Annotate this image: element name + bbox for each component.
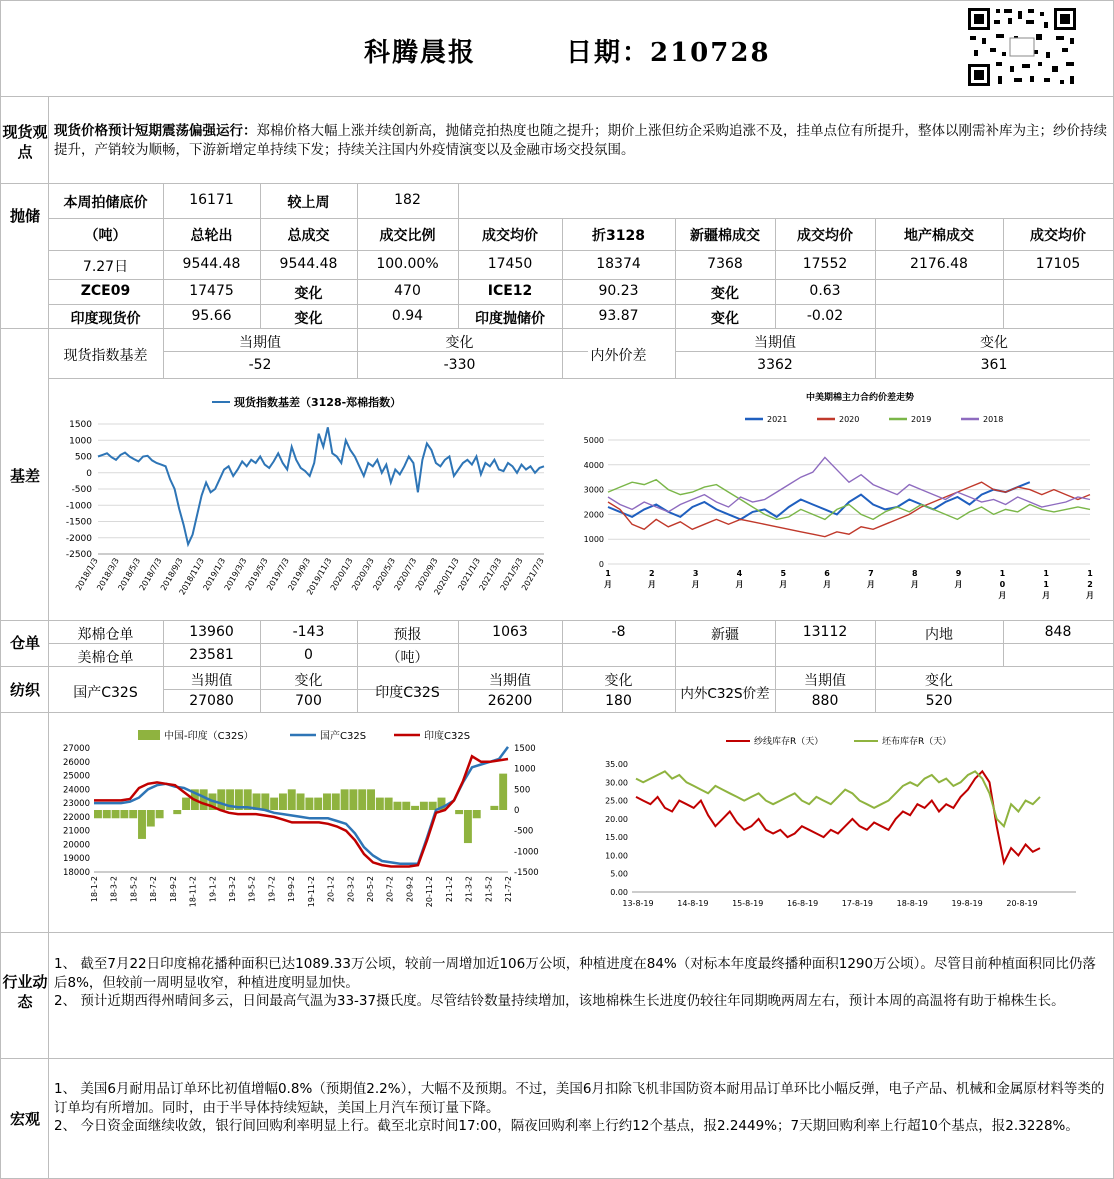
spread-bar	[112, 810, 120, 818]
basis-chg-label-a: 变化	[445, 335, 474, 351]
report-title: 科腾晨报	[364, 38, 477, 68]
x-tick-label: 4 月	[735, 569, 744, 589]
y-tick-label: 30.00	[605, 778, 628, 788]
section-warehouse: 仓单	[9, 634, 40, 652]
x-tick-label: 19-9-2	[287, 876, 297, 903]
legend-label: 坯布库存R（天）	[882, 737, 952, 747]
basis-delta-b: 361	[980, 357, 1008, 373]
y2-tick-label: 0	[514, 806, 520, 816]
spread-bar	[393, 802, 401, 810]
auction-h-local-avg: 成交均价	[1030, 228, 1086, 244]
legend-swatch	[138, 730, 160, 740]
x-tick-label: 1 0 月	[998, 569, 1007, 600]
legend-label: 2020	[839, 415, 860, 424]
x-tick-label: 18-3-2	[109, 876, 119, 903]
x-tick-label: 2020/3/3	[350, 556, 376, 593]
zce09-label: ZCE09	[80, 283, 131, 299]
x-tick-label: 2021/5/3	[498, 556, 525, 593]
domestic-c32s-label: 国产C32S	[73, 685, 138, 701]
auction-ratio: 100.00%	[376, 256, 439, 272]
auction-h-avg: 成交均价	[482, 228, 538, 244]
y-tick-label: 500	[74, 452, 92, 463]
legend-label: 国产C32S	[320, 731, 367, 742]
x-tick-label: 2021/7/3	[519, 556, 546, 593]
zce-warrant-change: -143	[292, 624, 325, 640]
spread-bar	[129, 810, 137, 818]
qr-code-icon	[966, 6, 1078, 88]
y-tick-label: 1000	[583, 535, 604, 545]
spread-bar	[323, 793, 331, 810]
x-tick-label: 2019/11/3	[305, 556, 334, 597]
series-line	[98, 427, 544, 544]
report-date: 日期：210728	[566, 38, 771, 68]
auction-h-3128: 折3128	[592, 228, 645, 244]
ice12-change: 0.63	[809, 283, 841, 299]
x-tick-label: 15-8-19	[732, 899, 764, 908]
auction-local-avg: 17105	[1035, 256, 1081, 272]
yarn-fabric-inventory-chart	[596, 722, 1082, 930]
x-tick-label: 1 2 月	[1086, 569, 1094, 600]
basis-delta-a: -330	[443, 357, 476, 373]
x-tick-label: 21-7-2	[504, 876, 513, 903]
section-industry: 行业动态	[2, 973, 48, 1011]
spread-bar	[279, 793, 287, 810]
spread-bar	[499, 774, 507, 810]
x-tick-label: 19-11-2	[306, 876, 316, 908]
y-tick-label: -500	[71, 485, 92, 495]
spread-bar	[402, 802, 410, 810]
x-tick-label: 18-11-2	[188, 876, 198, 908]
india-spot-value: 95.66	[191, 308, 232, 324]
x-tick-label: 18-1-2	[90, 876, 99, 903]
y-tick-label: 20.00	[605, 814, 628, 824]
section-basis: 基差	[9, 467, 40, 485]
x-tick-label: 1 1 月	[1042, 569, 1051, 600]
x-tick-label: 2020/7/3	[392, 556, 419, 593]
auction-vs-last-value: 182	[394, 192, 421, 208]
x-tick-label: 2019/1/3	[201, 556, 228, 593]
x-tick-label: 2018/9/3	[158, 556, 185, 593]
section-macro: 宏观	[9, 1110, 40, 1128]
y-tick-label: 19000	[62, 854, 90, 865]
y2-tick-label: -1000	[514, 847, 539, 858]
c32s-price-chart	[52, 718, 552, 930]
x-tick-label: 18-7-2	[149, 876, 159, 903]
spread-bar	[473, 810, 481, 818]
series-line	[608, 480, 1090, 520]
x-tick-label: 18-5-2	[129, 876, 139, 903]
x-tick-label: 21-1-2	[444, 876, 454, 903]
y-tick-label: 21000	[62, 826, 90, 837]
x-tick-label: 13-8-19	[622, 899, 654, 908]
y-tick-label: 3000	[583, 485, 604, 495]
y2-tick-label: -500	[514, 826, 534, 837]
india-c32s-change: 180	[605, 693, 632, 709]
spread-bar	[349, 789, 357, 810]
legend-label: 中国-印度（C32S）	[164, 731, 254, 742]
spread-cur-label: 当期值	[804, 673, 846, 689]
zce09-change-label: 变化	[294, 286, 323, 302]
y-tick-label: 1000	[69, 436, 92, 447]
x-tick-label: 19-5-2	[247, 876, 257, 903]
x-tick-label: 2020/5/3	[371, 556, 398, 593]
series-line	[636, 771, 1040, 862]
x-tick-label: 20-9-2	[405, 876, 415, 903]
auction-h-total-deal: 总成交	[287, 228, 330, 244]
y-tick-label: 4000	[583, 460, 604, 470]
spread-bar	[420, 802, 428, 810]
forecast-label: 预报	[393, 627, 422, 643]
x-tick-label: 7 月	[866, 569, 875, 589]
auction-avg: 17450	[487, 256, 533, 272]
auction-unit: （吨）	[84, 228, 127, 244]
auction-h-xj-avg: 成交均价	[797, 228, 853, 244]
basis-cur-label-b: 当期值	[754, 335, 796, 351]
y-tick-label: 1500	[69, 420, 92, 430]
spread-bar	[261, 793, 269, 810]
y-tick-label: 25000	[62, 771, 90, 782]
y-tick-label: 0	[598, 560, 604, 569]
auction-floor-label: 本周拍储底价	[63, 195, 148, 211]
inland-value: 848	[1044, 624, 1072, 640]
basis-chg-label-b: 变化	[980, 335, 1008, 351]
india-c32s-value: 26200	[487, 693, 533, 709]
domestic-c32s-value: 27080	[189, 693, 234, 709]
x-tick-label: 2019/7/3	[265, 556, 291, 593]
x-tick-label: 20-3-2	[346, 876, 356, 903]
x-tick-label: 2021/1/3	[456, 556, 483, 593]
spread-bar	[200, 789, 208, 810]
spread-bar	[455, 810, 463, 814]
y-tick-label: 35.00	[605, 760, 628, 769]
x-tick-label: 20-5-2	[366, 876, 375, 903]
x-tick-label: 9 月	[954, 569, 963, 589]
x-tick-label: 2018/7/3	[137, 556, 164, 593]
auction-local: 2176.48	[910, 256, 968, 272]
spread-bar	[376, 798, 384, 810]
inland-label: 内地	[925, 627, 953, 643]
auction-total-deal: 9544.48	[279, 256, 338, 272]
x-tick-label: 16-8-19	[786, 899, 819, 908]
macro-list	[54, 1080, 1108, 1136]
spread-bar	[305, 798, 313, 810]
x-tick-label: 3 月	[691, 569, 700, 589]
zce09-value: 17475	[189, 283, 234, 299]
x-tick-label: 8 月	[910, 569, 919, 589]
india-reserve-change-label: 变化	[711, 311, 739, 327]
y-tick-label: -2500	[65, 550, 92, 560]
spot-view-text	[54, 122, 1108, 159]
india-reserve-value: 93.87	[598, 308, 639, 324]
x-tick-label: 2019/9/3	[286, 556, 313, 593]
y-tick-label: 24000	[62, 785, 90, 796]
x-tick-label: 2020/9/3	[413, 556, 440, 593]
y-tick-label: 5.00	[610, 869, 628, 879]
section-spot: 现货观点	[2, 123, 48, 161]
spread-chg-label: 变化	[925, 673, 953, 689]
xinjiang-value: 13112	[802, 624, 848, 640]
ice12-label: ICE12	[487, 283, 533, 299]
xinjiang-label: 新疆	[711, 627, 739, 643]
y-tick-label: 18000	[62, 868, 90, 878]
x-tick-label: 2020/11/3	[432, 556, 461, 597]
spread-bar	[147, 810, 155, 827]
legend-label: 2021	[767, 415, 788, 424]
us-warrant-value: 23581	[189, 647, 234, 663]
spread-bar	[490, 806, 498, 810]
x-tick-label: 20-11-2	[425, 876, 435, 908]
x-tick-label: 2019/5/3	[243, 556, 270, 593]
chart1-title: 现货指数基差（3128-郑棉指数）	[234, 396, 402, 409]
legend-label: 2019	[911, 415, 932, 424]
x-tick-label: 19-3-2	[228, 876, 237, 903]
auction-h-total-out: 总轮出	[190, 228, 233, 244]
x-tick-label: 21-5-2	[484, 876, 494, 903]
x-tick-label: 2018/1/3	[73, 556, 100, 593]
y-tick-label: 27000	[62, 744, 90, 754]
zce-warrant-label: 郑棉仓单	[77, 627, 134, 643]
y2-tick-label: 500	[514, 785, 531, 796]
forecast-unit: （吨）	[386, 650, 429, 666]
spread-c32s-value: 880	[811, 693, 839, 709]
spread-bar	[120, 810, 128, 818]
basis-label-b: 内外价差	[590, 348, 647, 364]
y-tick-label: 25.00	[605, 796, 628, 806]
spread-bar	[411, 806, 419, 810]
x-tick-label: 2018/11/3	[177, 556, 206, 597]
basis-index-chart	[52, 382, 552, 618]
spread-bar	[270, 798, 278, 810]
y-tick-label: 0.00	[610, 888, 628, 897]
legend-label: 纱线库存R（天）	[754, 737, 824, 747]
cn-us-futures-spread-chart	[570, 382, 1100, 618]
y-tick-label: 10.00	[605, 851, 628, 861]
y-tick-label: 5000	[583, 436, 604, 445]
spread-bar	[332, 793, 340, 810]
y-tick-label: -1000	[65, 501, 92, 512]
auction-3128: 18374	[596, 256, 641, 272]
india-spot-label: 印度现货价	[70, 311, 141, 327]
spread-bar	[182, 798, 190, 810]
spread-bar	[94, 810, 102, 818]
x-tick-label: 19-1-2	[208, 876, 218, 903]
y-tick-label: 15.00	[605, 833, 628, 843]
spread-bar	[138, 810, 146, 839]
spread-bar	[297, 793, 305, 810]
auction-h-ratio: 成交比例	[379, 228, 436, 244]
y-tick-label: 0	[86, 468, 92, 479]
domestic-c32s-change: 700	[295, 693, 322, 709]
zce09-change: 470	[394, 283, 421, 299]
y-tick-label: 2000	[583, 510, 604, 520]
series-line	[636, 771, 1040, 826]
y-tick-label: 20000	[62, 840, 90, 851]
ice12-value: 90.23	[598, 283, 639, 299]
auction-vs-last-label: 较上周	[287, 195, 330, 211]
basis-value-a: -52	[248, 357, 272, 373]
x-tick-label: 20-8-19	[1006, 899, 1038, 908]
spread-bar	[314, 798, 322, 810]
auction-xj: 7368	[707, 256, 743, 272]
spread-bar	[358, 789, 366, 810]
spread-bar	[367, 789, 375, 810]
x-tick-label: 21-3-2	[464, 876, 474, 903]
india-spot-change-label: 变化	[294, 311, 323, 327]
section-auction: 抛储	[9, 207, 40, 225]
india-cur-label: 当期值	[489, 673, 531, 689]
y2-tick-label: 1000	[514, 764, 536, 775]
y2-tick-label: -1500	[514, 868, 539, 878]
spread-bar	[341, 789, 349, 810]
y-tick-label: 23000	[62, 799, 90, 810]
us-warrant-change: 0	[304, 647, 313, 663]
auction-xj-avg: 17552	[802, 256, 848, 272]
series-line	[608, 457, 1090, 512]
chart2-title: 中美期棉主力合约价差走势	[805, 393, 915, 403]
x-tick-label: 2018/3/3	[95, 556, 121, 593]
series-line	[608, 482, 1090, 537]
spread-c32s-change: 520	[925, 693, 953, 709]
india-reserve-change: -0.02	[806, 308, 844, 324]
x-tick-label: 20-7-2	[385, 876, 395, 903]
x-tick-label: 14-8-19	[677, 899, 709, 908]
auction-floor-value: 16171	[189, 192, 234, 208]
x-tick-label: 17-8-19	[841, 899, 874, 908]
x-tick-label: 2019/3/3	[222, 556, 249, 593]
x-tick-label: 18-8-19	[896, 899, 928, 908]
industry-list	[54, 955, 1108, 1011]
india-c32s-label: 印度C32S	[375, 685, 440, 701]
us-warrant-label: 美棉仓单	[77, 650, 134, 666]
legend-label: 印度C32S	[424, 731, 471, 742]
basis-cur-label-a: 当期值	[239, 335, 281, 351]
spread-bar	[288, 789, 296, 810]
x-tick-label: 2021/3/3	[477, 556, 504, 593]
domestic-chg-label: 变化	[294, 673, 323, 689]
spread-bar	[156, 810, 164, 818]
spread-bar	[464, 810, 472, 843]
y-tick-label: 26000	[62, 757, 90, 768]
spread-bar	[173, 810, 181, 814]
auction-h-local: 地产棉成交	[904, 228, 974, 244]
spread-bar	[429, 802, 437, 810]
spread-bar	[385, 798, 393, 810]
legend-label: 2018	[983, 415, 1004, 424]
domestic-cur-label: 当期值	[190, 673, 233, 689]
ice12-change-label: 变化	[711, 286, 739, 302]
industry-item: 1、 截至7月22日印度棉花播种面积已达1089.33万公顷，较前一周增加近106万公顷，种植进度在84%（对标本年度最终播种面积1290万公顷）。尽管目前种植面积同比仍落后8%，但较前一周明显收窄，种植进度明显加快。	[54, 956, 1096, 991]
section-textile: 纺织	[9, 681, 40, 699]
x-tick-label: 20-1-2	[326, 876, 336, 903]
x-tick-label: 19-8-19	[951, 899, 983, 908]
x-tick-label: 6 月	[823, 569, 832, 589]
x-tick-label: 1 月	[604, 569, 612, 589]
forecast-value: 1063	[492, 624, 528, 640]
forecast-change: -8	[611, 624, 626, 640]
auction-h-xj: 新疆棉成交	[690, 228, 760, 244]
y-tick-label: -2000	[65, 533, 92, 544]
spread-c32s-label: 内外C32S价差	[680, 686, 770, 702]
macro-item: 2、 今日资金面继续收敛，银行间回购利率明显上行。截至北京时间17:00，隔夜回购利率上行约12个基点，报2.2449%；7天期回购利率上行超10个基点，报2.3228%。	[54, 1118, 1079, 1134]
auction-date: 7.27日	[82, 259, 129, 275]
zce-warrant-value: 13960	[189, 624, 234, 640]
spread-bar	[103, 810, 111, 818]
y2-tick-label: 1500	[514, 744, 536, 754]
x-tick-label: 2018/5/3	[116, 556, 143, 593]
india-reserve-label: 印度抛储价	[475, 311, 545, 327]
x-tick-label: 19-7-2	[267, 876, 277, 903]
y-tick-label: 22000	[62, 812, 90, 823]
basis-value-b: 3362	[757, 357, 793, 373]
x-tick-label: 18-9-2	[168, 876, 178, 903]
spread-bar	[217, 789, 225, 810]
spot-view-lead: 现货价格预计短期震荡偏强运行：	[54, 123, 257, 139]
x-tick-label: 2 月	[647, 569, 656, 589]
basis-label-a: 现货指数基差	[63, 348, 148, 364]
x-tick-label: 2020/1/3	[328, 556, 355, 593]
spot-view-body: 郑棉价格大幅上涨并续创新高，抛储竞拍热度也随之提升；期价上涨但纺企采购追涨不及，挂单点位有所提升，整体以刚需补库为主；纱价持续提升，产销较为顺畅，下游新增定单持续下发；持续关注国内外疫情演变以及金融市场交投氛围。	[54, 123, 1107, 158]
india-chg-label: 变化	[604, 673, 633, 689]
macro-item: 1、 美国6月耐用品订单环比初值增幅0.8%（预期值2.2%），大幅不及预期。不过，美国6月扣除飞机非国防资本耐用品订单环比小幅反弹，电子产品、机械和金属原材料等类的订单均有所增加。同时，由于半导体持续短缺，美国上月汽车预订量下降。	[54, 1081, 1105, 1116]
x-tick-label: 5 月	[779, 569, 788, 589]
india-spot-change: 0.94	[391, 308, 424, 324]
industry-item: 2、 预计近期西得州晴间多云，日间最高气温为33-37摄氏度。尽管结铃数量持续增加，该地棉株生长进度仍较往年同期晚两周左右，预计本周的高温将有助于棉株生长。	[54, 993, 1065, 1009]
y-tick-label: -1500	[65, 517, 92, 528]
auction-total-out: 9544.48	[182, 256, 241, 272]
